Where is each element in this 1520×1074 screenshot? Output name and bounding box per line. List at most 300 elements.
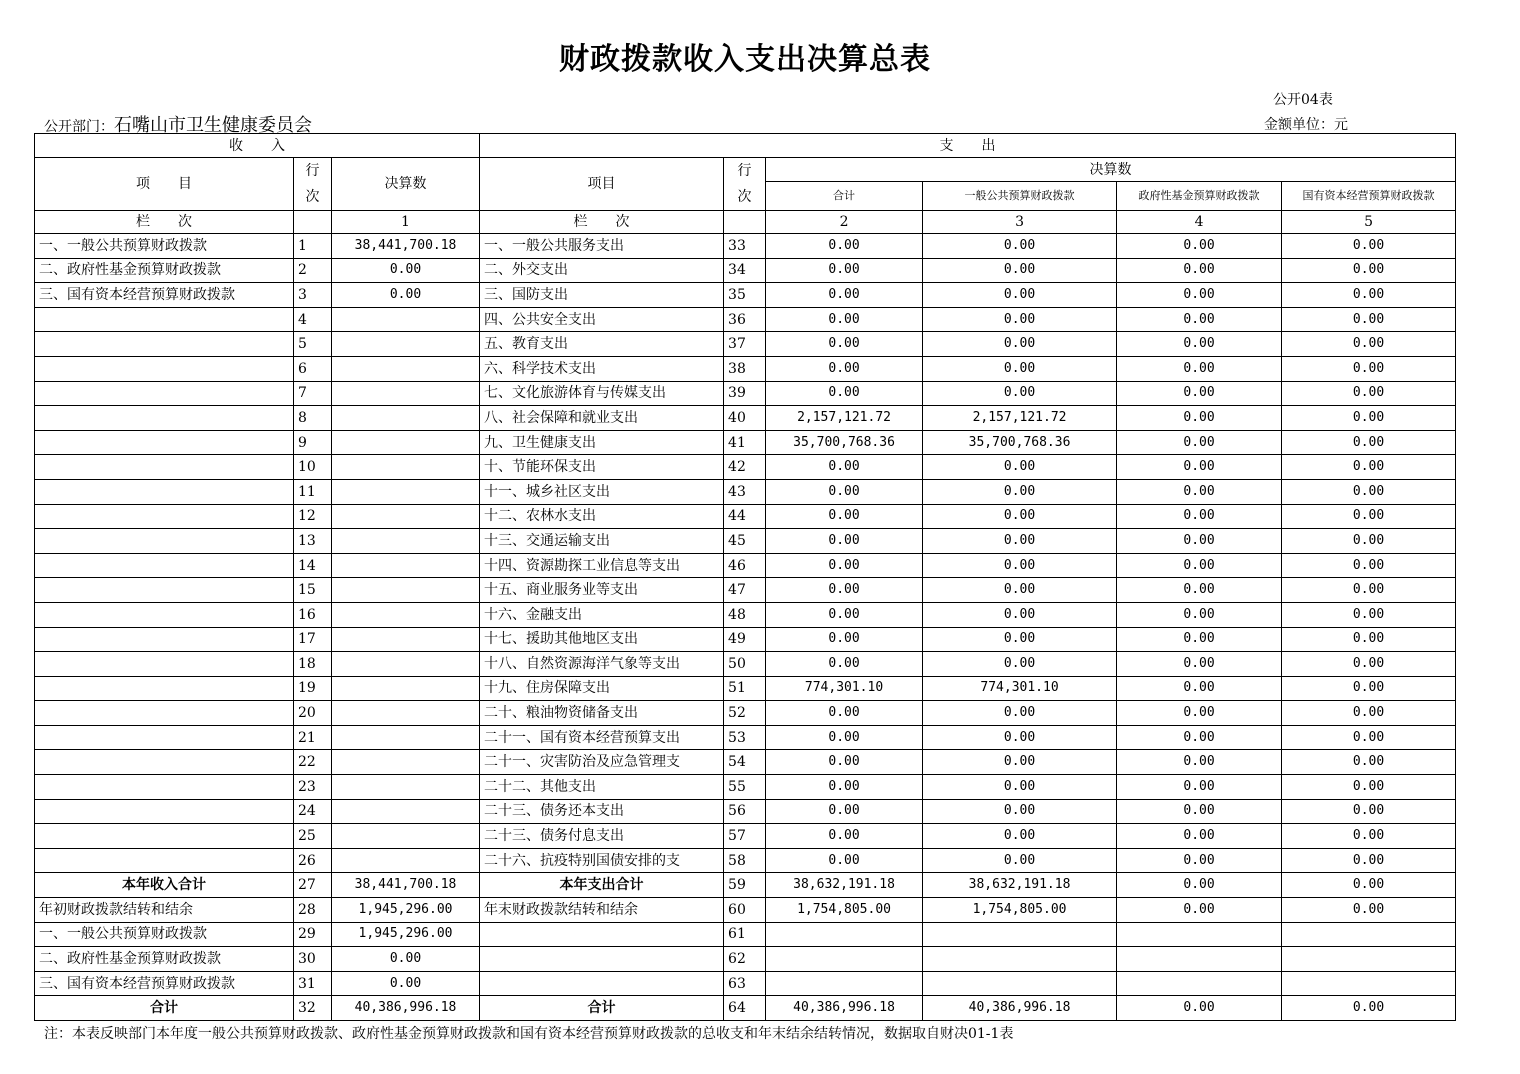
total-amount-cell: 0.00 [766, 602, 923, 627]
general-amount-cell: 0.00 [923, 455, 1117, 480]
expense-item-header: 项目 [480, 158, 724, 211]
income-item-cell [35, 627, 294, 652]
expense-item-cell: 三、国防支出 [480, 283, 724, 308]
fund-amount-cell: 0.00 [1117, 430, 1282, 455]
table-row [35, 356, 1456, 381]
income-row-no-cell: 19 [294, 676, 332, 701]
table-row [35, 381, 1456, 406]
expense-row-no-cell: 44 [724, 504, 766, 529]
expense-row-no-cell: 55 [724, 775, 766, 800]
fund-amount-cell [1117, 947, 1282, 972]
total-amount-cell: 0.00 [766, 529, 923, 554]
table-row [35, 258, 1456, 283]
total-amount-cell: 0.00 [766, 332, 923, 357]
general-amount-cell: 0.00 [923, 701, 1117, 726]
expense-row-no-cell: 49 [724, 627, 766, 652]
state-amount-cell: 0.00 [1282, 701, 1456, 726]
expense-row-no-cell: 47 [724, 578, 766, 603]
income-amount-cell [332, 602, 480, 627]
income-amount-cell: 0.00 [332, 971, 480, 996]
state-amount-cell: 0.00 [1282, 283, 1456, 308]
income-item-cell [35, 356, 294, 381]
table-row [35, 996, 1456, 1021]
state-amount-cell: 0.00 [1282, 234, 1456, 259]
income-amount-cell [332, 676, 480, 701]
income-amount-cell [332, 356, 480, 381]
expense-item-cell [480, 971, 724, 996]
income-item-cell [35, 381, 294, 406]
income-row-no-cell: 4 [294, 307, 332, 332]
general-amount-cell: 0.00 [923, 283, 1117, 308]
income-item-cell: 本年收入合计 [35, 873, 294, 898]
income-amount-cell: 0.00 [332, 947, 480, 972]
income-amount-cell [332, 652, 480, 677]
table-row [35, 947, 1456, 972]
total-amount-cell: 0.00 [766, 848, 923, 873]
state-amount-cell: 0.00 [1282, 332, 1456, 357]
state-amount-cell [1282, 947, 1456, 972]
general-amount-cell: 0.00 [923, 652, 1117, 677]
income-item-cell [35, 799, 294, 824]
income-row-no-cell: 32 [294, 996, 332, 1021]
income-row-no-cell: 2 [294, 258, 332, 283]
income-row-no-cell: 23 [294, 775, 332, 800]
table-row [35, 307, 1456, 332]
income-row-no-cell: 25 [294, 824, 332, 849]
income-item-cell [35, 406, 294, 431]
fund-amount-cell: 0.00 [1117, 283, 1282, 308]
state-amount-cell: 0.00 [1282, 750, 1456, 775]
income-amount-cell [332, 775, 480, 800]
expense-item-cell: 十一、城乡社区支出 [480, 479, 724, 504]
total-amount-cell: 38,632,191.18 [766, 873, 923, 898]
state-amount-cell: 0.00 [1282, 602, 1456, 627]
expense-item-cell: 十、节能环保支出 [480, 455, 724, 480]
expense-row-no-cell: 64 [724, 996, 766, 1021]
fund-amount-cell: 0.00 [1117, 701, 1282, 726]
state-amount-cell: 0.00 [1282, 406, 1456, 431]
total-amount-cell: 0.00 [766, 283, 923, 308]
expense-row-no-cell: 45 [724, 529, 766, 554]
income-item-cell [35, 307, 294, 332]
income-item-cell [35, 676, 294, 701]
expense-row-no-cell: 50 [724, 652, 766, 677]
income-item-cell [35, 332, 294, 357]
fund-amount-cell: 0.00 [1117, 332, 1282, 357]
total-amount-cell: 774,301.10 [766, 676, 923, 701]
expense-item-cell: 六、科学技术支出 [480, 356, 724, 381]
table-row [35, 283, 1456, 308]
expense-row-no-cell: 57 [724, 824, 766, 849]
col-index-1: 1 [332, 211, 480, 234]
expense-item-cell: 十八、自然资源海洋气象等支出 [480, 652, 724, 677]
table-row [35, 430, 1456, 455]
expense-row-no-cell: 51 [724, 676, 766, 701]
fund-amount-cell: 0.00 [1117, 676, 1282, 701]
income-item-cell: 三、国有资本经营预算财政拨款 [35, 283, 294, 308]
expense-row-no-cell: 60 [724, 898, 766, 923]
income-lanci: 栏 次 [35, 211, 294, 234]
expense-amount-header: 决算数 [766, 158, 1456, 182]
income-amount-cell [332, 504, 480, 529]
state-amount-cell: 0.00 [1282, 258, 1456, 283]
expense-item-cell [480, 922, 724, 947]
expense-item-cell: 十九、住房保障支出 [480, 676, 724, 701]
state-amount-cell: 0.00 [1282, 356, 1456, 381]
total-amount-cell: 0.00 [766, 553, 923, 578]
general-amount-cell: 0.00 [923, 529, 1117, 554]
total-amount-cell: 0.00 [766, 504, 923, 529]
col-index-3: 3 [923, 211, 1117, 234]
total-amount-cell: 0.00 [766, 799, 923, 824]
income-amount-header: 决算数 [332, 158, 480, 211]
fund-amount-cell: 0.00 [1117, 479, 1282, 504]
state-amount-cell: 0.00 [1282, 824, 1456, 849]
general-amount-cell: 2,157,121.72 [923, 406, 1117, 431]
total-amount-cell: 0.00 [766, 750, 923, 775]
col-index-5: 5 [1282, 211, 1456, 234]
expense-item-cell: 四、公共安全支出 [480, 307, 724, 332]
total-amount-cell: 0.00 [766, 725, 923, 750]
income-amount-cell [332, 479, 480, 504]
income-item-cell: 三、国有资本经营预算财政拨款 [35, 971, 294, 996]
table-row [35, 725, 1456, 750]
income-row-no-cell: 24 [294, 799, 332, 824]
table-row [35, 701, 1456, 726]
expense-lanci: 栏 次 [480, 211, 724, 234]
table-row [35, 922, 1456, 947]
state-amount-cell: 0.00 [1282, 652, 1456, 677]
expense-row-no-cell: 58 [724, 848, 766, 873]
expense-item-cell: 本年支出合计 [480, 873, 724, 898]
income-amount-cell [332, 627, 480, 652]
expense-item-cell: 二十一、灾害防治及应急管理支 [480, 750, 724, 775]
expense-row-no-cell: 52 [724, 701, 766, 726]
income-amount-cell [332, 725, 480, 750]
expense-row-no-cell: 48 [724, 602, 766, 627]
income-item-cell: 一、一般公共预算财政拨款 [35, 234, 294, 259]
income-amount-cell [332, 553, 480, 578]
fund-amount-cell: 0.00 [1117, 996, 1282, 1021]
general-amount-cell: 0.00 [923, 479, 1117, 504]
income-row-no-cell: 27 [294, 873, 332, 898]
state-amount-cell: 0.00 [1282, 898, 1456, 923]
state-amount-cell: 0.00 [1282, 578, 1456, 603]
total-amount-cell: 0.00 [766, 627, 923, 652]
fund-amount-cell: 0.00 [1117, 258, 1282, 283]
fund-amount-cell: 0.00 [1117, 873, 1282, 898]
income-item-cell [35, 652, 294, 677]
income-amount-cell: 1,945,296.00 [332, 898, 480, 923]
general-amount-cell: 38,632,191.18 [923, 873, 1117, 898]
income-item-cell [35, 578, 294, 603]
fund-amount-cell: 0.00 [1117, 529, 1282, 554]
income-amount-cell [332, 406, 480, 431]
income-amount-cell [332, 824, 480, 849]
expense-row-no-cell: 63 [724, 971, 766, 996]
state-amount-cell [1282, 971, 1456, 996]
general-amount-cell: 0.00 [923, 799, 1117, 824]
footnote: 注：本表反映部门本年度一般公共预算财政拨款、政府性基金预算财政拨款和国有资本经营预算财政拨款的总收支和年末结余结转情况，数据取自财决01-1表 [44, 1026, 1014, 1042]
income-item-cell [35, 701, 294, 726]
income-amount-cell [332, 307, 480, 332]
general-amount-cell: 0.00 [923, 234, 1117, 259]
table-row [35, 578, 1456, 603]
expense-row-no-cell: 61 [724, 922, 766, 947]
state-amount-cell: 0.00 [1282, 455, 1456, 480]
income-row-no-cell: 18 [294, 652, 332, 677]
income-item-cell [35, 504, 294, 529]
income-item-cell: 合计 [35, 996, 294, 1021]
income-item-cell [35, 602, 294, 627]
general-amount-cell: 0.00 [923, 356, 1117, 381]
expense-item-cell: 十六、金融支出 [480, 602, 724, 627]
income-row-no-cell: 30 [294, 947, 332, 972]
state-amount-cell: 0.00 [1282, 504, 1456, 529]
income-row-no-cell: 29 [294, 922, 332, 947]
income-row-no-cell: 7 [294, 381, 332, 406]
total-amount-cell: 0.00 [766, 356, 923, 381]
total-amount-cell: 35,700,768.36 [766, 430, 923, 455]
table-row [35, 775, 1456, 800]
expense-row-no-cell: 42 [724, 455, 766, 480]
fund-amount-cell: 0.00 [1117, 898, 1282, 923]
fund-amount-cell: 0.00 [1117, 406, 1282, 431]
fund-amount-cell: 0.00 [1117, 725, 1282, 750]
general-amount-cell [923, 947, 1117, 972]
total-amount-cell: 0.00 [766, 381, 923, 406]
fund-amount-cell: 0.00 [1117, 627, 1282, 652]
expense-item-cell: 九、卫生健康支出 [480, 430, 724, 455]
table-row [35, 676, 1456, 701]
state-amount-cell: 0.00 [1282, 430, 1456, 455]
income-amount-cell: 1,945,296.00 [332, 922, 480, 947]
fund-amount-cell: 0.00 [1117, 775, 1282, 800]
table-row [35, 824, 1456, 849]
expense-item-cell: 二十、粮油物资储备支出 [480, 701, 724, 726]
income-row-no-cell: 8 [294, 406, 332, 431]
general-amount-cell: 0.00 [923, 332, 1117, 357]
total-amount-cell: 0.00 [766, 824, 923, 849]
income-item-cell [35, 848, 294, 873]
state-amount-cell: 0.00 [1282, 775, 1456, 800]
state-amount-cell: 0.00 [1282, 725, 1456, 750]
expense-item-cell: 二十一、国有资本经营预算支出 [480, 725, 724, 750]
state-amount-cell [1282, 922, 1456, 947]
income-row-no-cell: 28 [294, 898, 332, 923]
general-amount-cell: 0.00 [923, 504, 1117, 529]
fund-amount-cell: 0.00 [1117, 578, 1282, 603]
income-item-cell [35, 479, 294, 504]
income-amount-cell [332, 848, 480, 873]
total-amount-cell [766, 947, 923, 972]
expense-row-no-cell: 35 [724, 283, 766, 308]
total-amount-cell: 0.00 [766, 775, 923, 800]
fund-amount-cell: 0.00 [1117, 381, 1282, 406]
table-row [35, 455, 1456, 480]
state-amount-cell: 0.00 [1282, 529, 1456, 554]
income-row-no-cell: 10 [294, 455, 332, 480]
general-amount-cell: 40,386,996.18 [923, 996, 1117, 1021]
income-item-header: 项 目 [35, 158, 294, 211]
expense-row-no-cell: 53 [724, 725, 766, 750]
expense-header: 支 出 [480, 134, 1456, 158]
income-amount-cell [332, 701, 480, 726]
expense-item-cell: 八、社会保障和就业支出 [480, 406, 724, 431]
page-title: 财政拨款收入支出决算总表 [559, 42, 931, 77]
table-row [35, 750, 1456, 775]
income-row-no-cell: 3 [294, 283, 332, 308]
income-item-cell: 年初财政拨款结转和结余 [35, 898, 294, 923]
expense-row-no-cell: 54 [724, 750, 766, 775]
income-header: 收 入 [35, 134, 480, 158]
general-amount-cell: 0.00 [923, 553, 1117, 578]
total-amount-cell: 1,754,805.00 [766, 898, 923, 923]
income-row-no-cell: 9 [294, 430, 332, 455]
income-row-no-cell: 6 [294, 356, 332, 381]
income-row-no-cell: 20 [294, 701, 332, 726]
income-item-cell [35, 430, 294, 455]
expense-item-cell: 年末财政拨款结转和结余 [480, 898, 724, 923]
income-item-cell [35, 775, 294, 800]
general-amount-cell: 1,754,805.00 [923, 898, 1117, 923]
table-row [35, 529, 1456, 554]
table-row [35, 848, 1456, 873]
expense-item-cell: 十七、援助其他地区支出 [480, 627, 724, 652]
fund-amount-cell: 0.00 [1117, 234, 1282, 259]
table-row [35, 479, 1456, 504]
income-row-no-cell: 26 [294, 848, 332, 873]
expense-item-cell: 二、外交支出 [480, 258, 724, 283]
general-amount-cell: 0.00 [923, 627, 1117, 652]
table-row [35, 332, 1456, 357]
income-row-no-cell: 12 [294, 504, 332, 529]
expense-row-no-cell: 33 [724, 234, 766, 259]
expense-row-no-cell: 56 [724, 799, 766, 824]
total-amount-cell [766, 922, 923, 947]
expense-row-no-header: 行 次 [724, 158, 766, 211]
general-amount-cell: 0.00 [923, 848, 1117, 873]
general-amount-cell: 0.00 [923, 725, 1117, 750]
total-amount-cell: 0.00 [766, 652, 923, 677]
general-amount-cell: 0.00 [923, 602, 1117, 627]
state-amount-cell: 0.00 [1282, 873, 1456, 898]
expense-item-cell: 十五、商业服务业等支出 [480, 578, 724, 603]
income-amount-cell: 0.00 [332, 258, 480, 283]
income-item-cell [35, 455, 294, 480]
table-row [35, 504, 1456, 529]
income-row-no-cell: 21 [294, 725, 332, 750]
amount-unit: 金额单位：元 [1264, 117, 1348, 133]
general-amount-cell: 0.00 [923, 307, 1117, 332]
income-item-cell [35, 824, 294, 849]
expense-item-cell: 七、文化旅游体育与传媒支出 [480, 381, 724, 406]
department-label: 公开部门： [44, 119, 114, 135]
income-row-no-header: 行 次 [294, 158, 332, 211]
income-amount-cell: 38,441,700.18 [332, 873, 480, 898]
income-amount-cell [332, 381, 480, 406]
total-amount-cell: 40,386,996.18 [766, 996, 923, 1021]
total-amount-cell: 0.00 [766, 234, 923, 259]
expense-item-cell: 十二、农林水支出 [480, 504, 724, 529]
income-item-cell [35, 725, 294, 750]
expense-item-cell: 合计 [480, 996, 724, 1021]
total-amount-cell: 0.00 [766, 479, 923, 504]
col-index-2: 2 [766, 211, 923, 234]
state-amount-cell: 0.00 [1282, 307, 1456, 332]
table-row [35, 553, 1456, 578]
general-amount-cell [923, 922, 1117, 947]
table-row [35, 799, 1456, 824]
table-row [35, 406, 1456, 431]
fund-amount-cell: 0.00 [1117, 602, 1282, 627]
state-amount-cell: 0.00 [1282, 676, 1456, 701]
income-row-no-cell: 1 [294, 234, 332, 259]
fund-amount-cell: 0.00 [1117, 824, 1282, 849]
general-col-header: 一般公共预算财政拨款 [923, 182, 1117, 211]
general-amount-cell: 0.00 [923, 381, 1117, 406]
state-amount-cell: 0.00 [1282, 848, 1456, 873]
total-amount-cell: 0.00 [766, 701, 923, 726]
fund-amount-cell: 0.00 [1117, 356, 1282, 381]
income-item-cell [35, 529, 294, 554]
general-amount-cell: 774,301.10 [923, 676, 1117, 701]
expense-row-no-cell: 40 [724, 406, 766, 431]
income-amount-cell [332, 529, 480, 554]
state-col-header: 国有资本经营预算财政拨款 [1282, 182, 1456, 211]
total-amount-cell: 0.00 [766, 578, 923, 603]
income-row-no-cell: 17 [294, 627, 332, 652]
department-name: 石嘴山市卫生健康委员会 [114, 115, 312, 136]
general-amount-cell: 0.00 [923, 578, 1117, 603]
total-col-header: 合计 [766, 182, 923, 211]
expense-item-cell: 二十六、抗疫特别国债安排的支 [480, 848, 724, 873]
expense-row-no-cell: 38 [724, 356, 766, 381]
expense-row-no-cell: 34 [724, 258, 766, 283]
total-amount-cell: 0.00 [766, 307, 923, 332]
expense-item-cell: 二十三、债务还本支出 [480, 799, 724, 824]
expense-row-no-cell: 39 [724, 381, 766, 406]
general-amount-cell: 0.00 [923, 824, 1117, 849]
table-row [35, 652, 1456, 677]
fund-amount-cell: 0.00 [1117, 652, 1282, 677]
state-amount-cell: 0.00 [1282, 799, 1456, 824]
income-amount-cell [332, 578, 480, 603]
state-amount-cell: 0.00 [1282, 381, 1456, 406]
expense-item-cell: 二十二、其他支出 [480, 775, 724, 800]
expense-row-no-cell: 41 [724, 430, 766, 455]
fund-amount-cell: 0.00 [1117, 455, 1282, 480]
expense-row-no-cell: 46 [724, 553, 766, 578]
income-row-no-cell: 14 [294, 553, 332, 578]
fund-col-header: 政府性基金预算财政拨款 [1117, 182, 1282, 211]
expense-item-cell: 十三、交通运输支出 [480, 529, 724, 554]
income-row-no-cell: 16 [294, 602, 332, 627]
general-amount-cell: 0.00 [923, 258, 1117, 283]
total-amount-cell: 2,157,121.72 [766, 406, 923, 431]
total-amount-cell: 0.00 [766, 258, 923, 283]
fund-amount-cell: 0.00 [1117, 553, 1282, 578]
expense-row-no-cell: 59 [724, 873, 766, 898]
table-row [35, 873, 1456, 898]
expense-row-no-cell: 43 [724, 479, 766, 504]
state-amount-cell: 0.00 [1282, 553, 1456, 578]
expense-item-cell: 二十三、债务付息支出 [480, 824, 724, 849]
general-amount-cell: 0.00 [923, 750, 1117, 775]
fund-amount-cell: 0.00 [1117, 307, 1282, 332]
state-amount-cell: 0.00 [1282, 479, 1456, 504]
income-amount-cell [332, 455, 480, 480]
